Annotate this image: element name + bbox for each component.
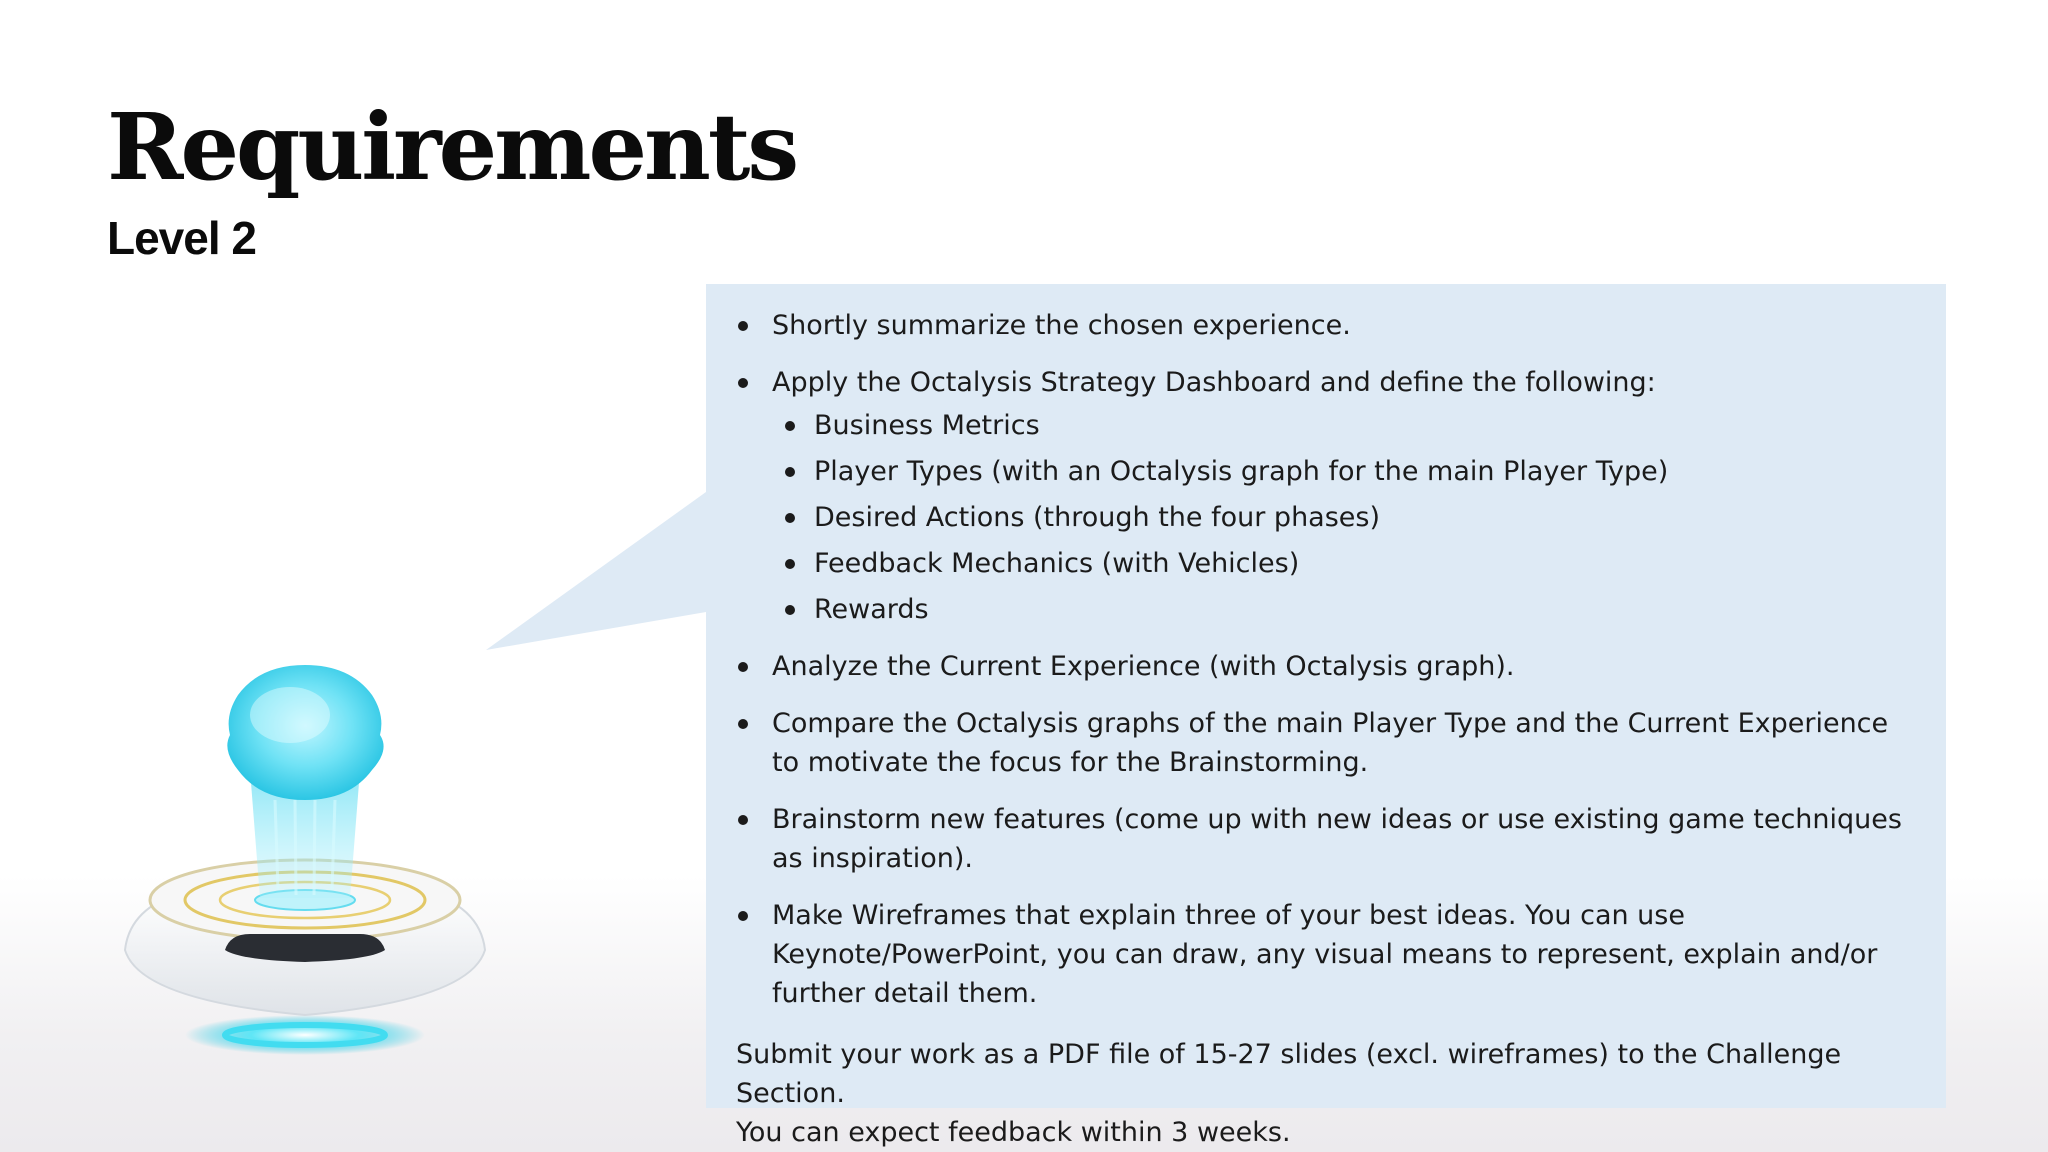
sub-list-item: Feedback Mechanics (with Vehicles)	[772, 544, 1906, 583]
submission-note-line: You can expect feedback within 3 weeks.	[736, 1117, 1291, 1148]
list-item-text: Compare the Octalysis graphs of the main Player Type and the Current Experience to motivate the focus for the Brainstorming.	[772, 708, 1889, 778]
requirements-panel	[706, 284, 1946, 1148]
list-item-text: Analyze the Current Experience (with Octalysis graph).	[772, 651, 1515, 682]
list-item	[736, 800, 1906, 878]
list-item-text: Shortly summarize the chosen experience.	[772, 310, 1351, 341]
list-item	[736, 647, 1906, 686]
sub-list-item: Business Metrics	[772, 406, 1906, 445]
sub-list-item: Desired Actions (through the four phases)	[772, 498, 1906, 537]
list-item-text: Apply the Octalysis Strategy Dashboard and define the following:	[772, 367, 1656, 398]
list-item	[736, 306, 1906, 345]
page-title: Requirements	[107, 93, 797, 201]
list-item	[736, 363, 1906, 629]
list-item-text: Brainstorm new features (come up with new ideas or use existing game techniques as inspiration).	[772, 804, 1902, 874]
hologram-projector-icon	[110, 650, 500, 1070]
sub-list	[772, 406, 1906, 629]
requirements-list	[736, 306, 1906, 1013]
sub-list-item: Rewards	[772, 590, 1906, 629]
list-item-text: Make Wireframes that explain three of your best ideas. You can use Keynote/PowerPoint, you can draw, any visual means to represent, explain and/or further detail them.	[772, 900, 1878, 1009]
submission-note-line: Submit your work as a PDF file of 15-27 slides (excl. wireframes) to the Challenge Section.	[736, 1039, 1842, 1109]
list-item	[736, 704, 1906, 782]
submission-note	[736, 1035, 1906, 1152]
sub-list-item: Player Types (with an Octalysis graph for the main Player Type)	[772, 452, 1906, 491]
list-item	[736, 896, 1906, 1013]
page-subtitle: Level 2	[107, 212, 256, 264]
